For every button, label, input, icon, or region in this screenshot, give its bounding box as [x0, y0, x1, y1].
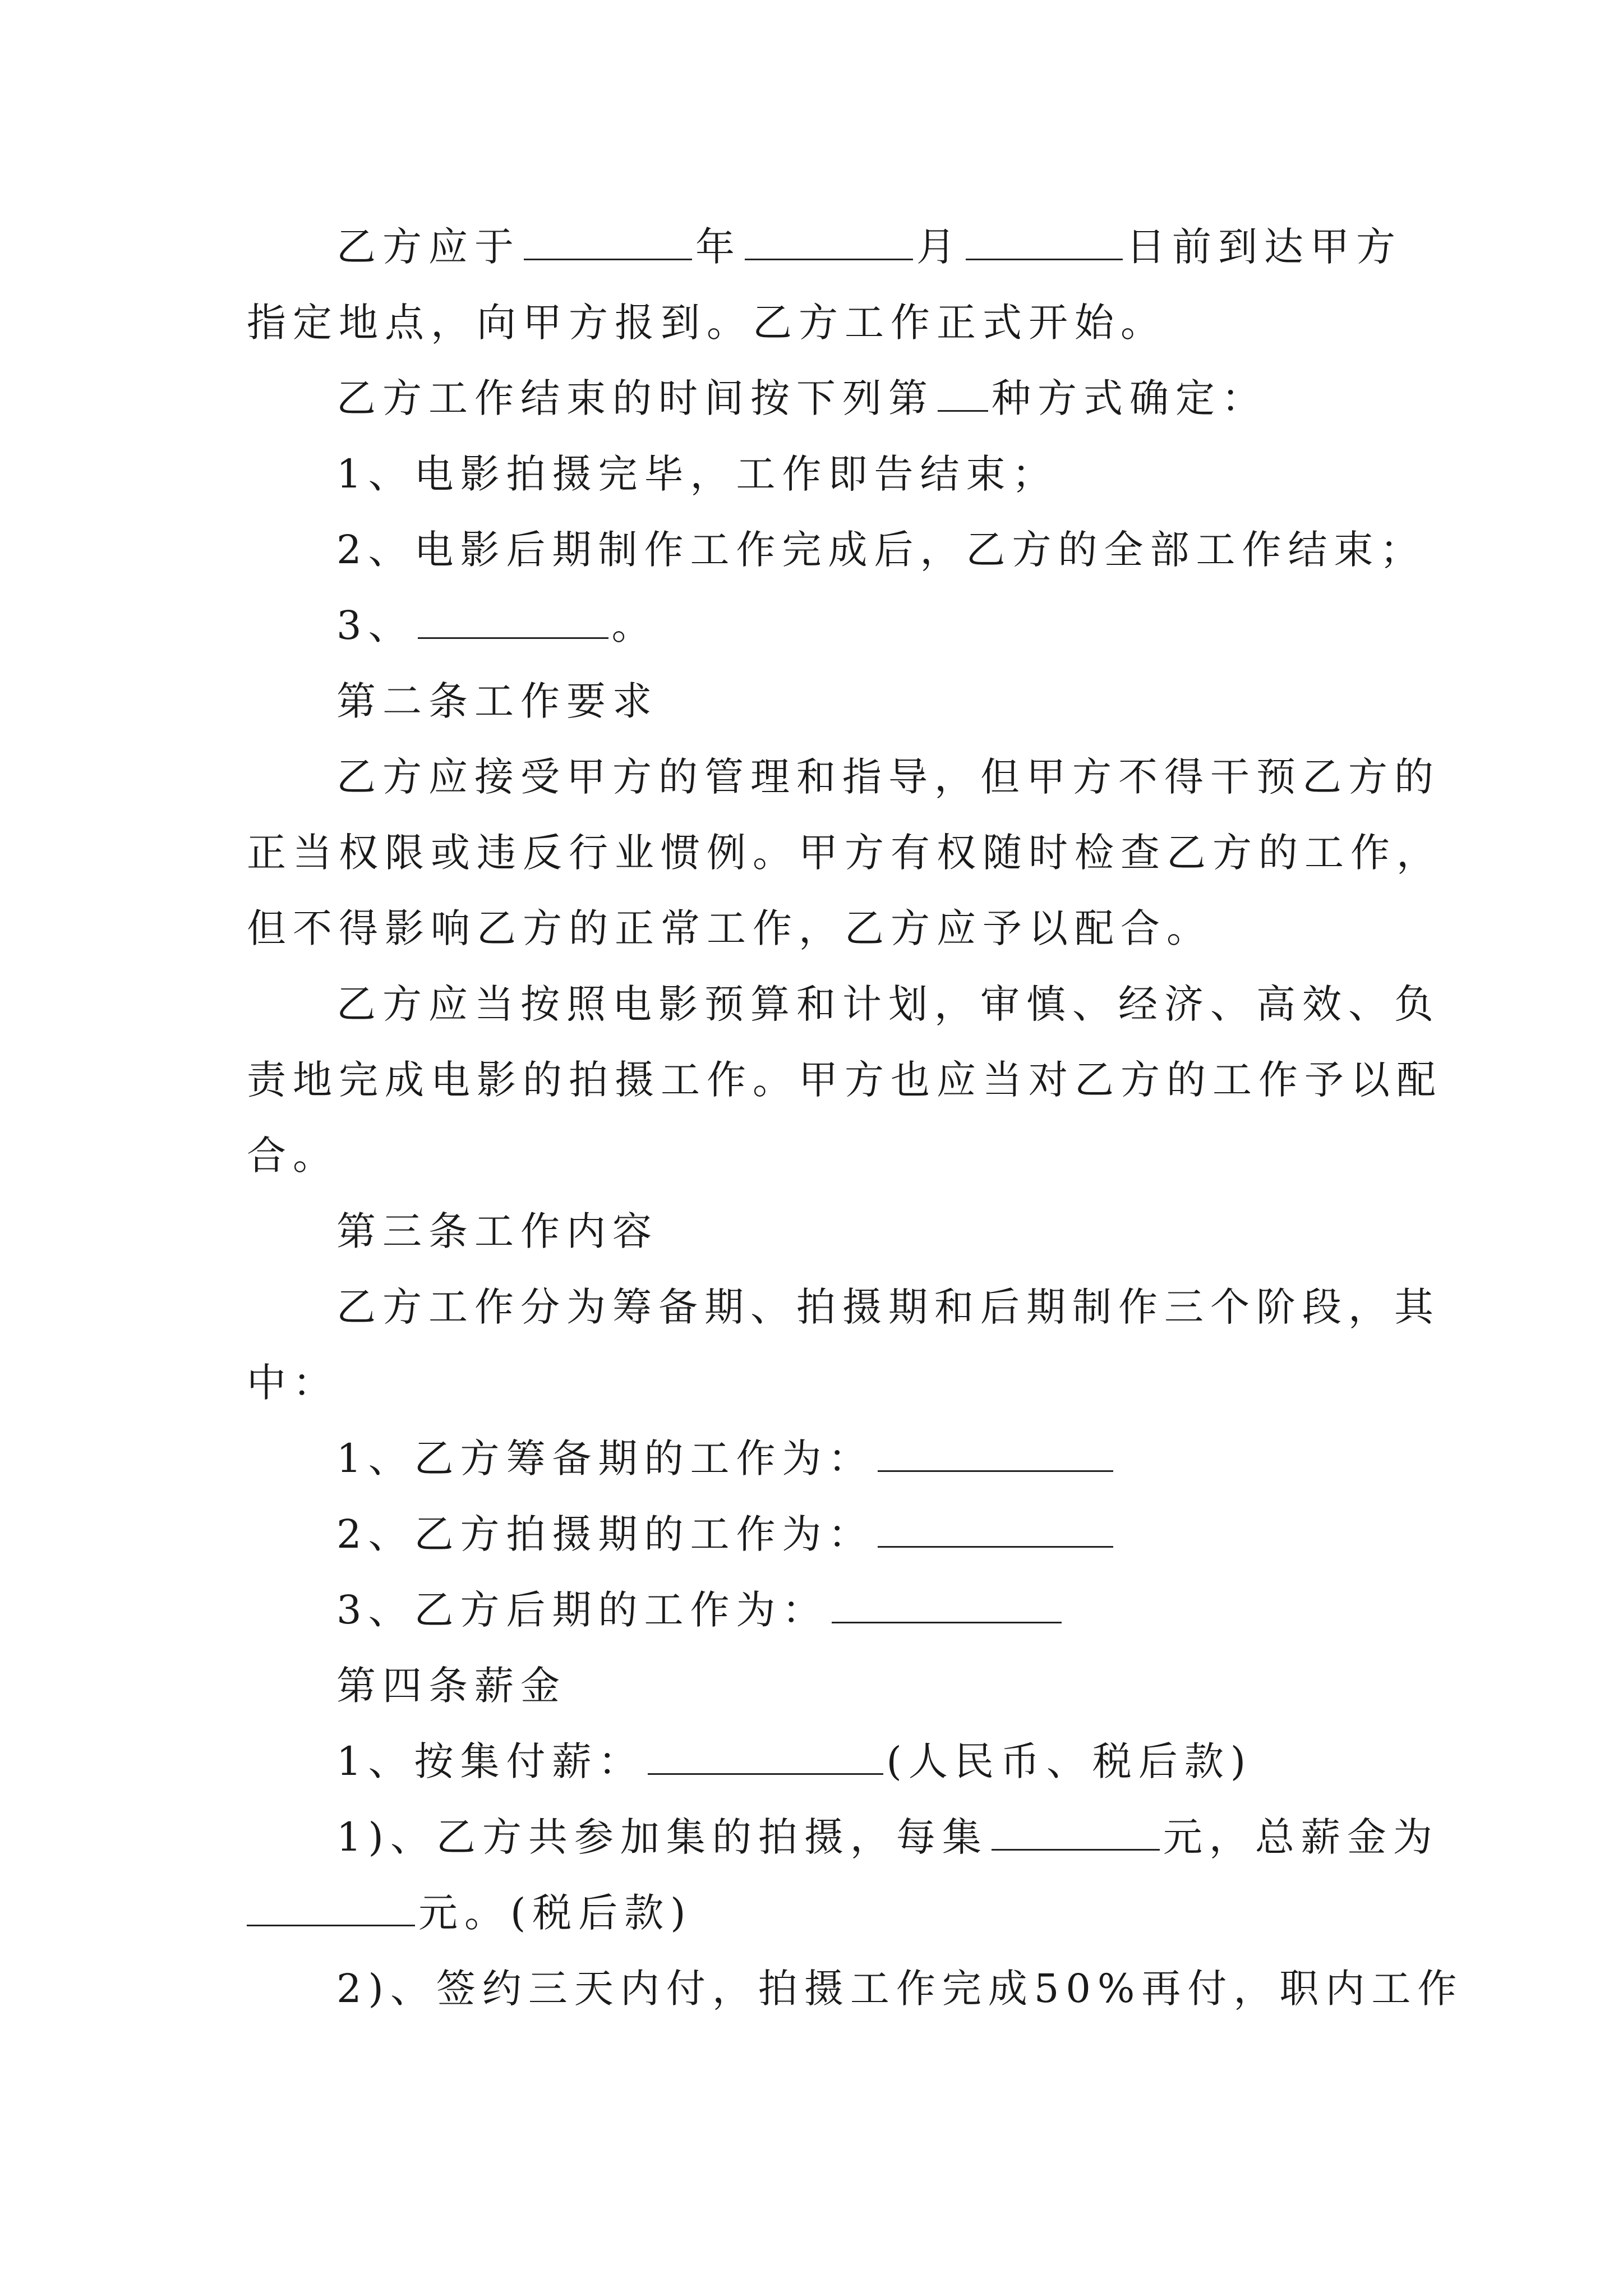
- blank-field: [832, 1589, 1062, 1623]
- blank-field: [524, 226, 692, 260]
- text-line: 中：: [247, 1360, 339, 1406]
- text-segment: (人民币、税后款): [886, 1738, 1253, 1784]
- blank-field: [878, 1513, 1113, 1548]
- text-line: [336, 1585, 1065, 1635]
- text-segment: 种方式确定：: [992, 375, 1267, 421]
- section-heading: 第四条薪金: [336, 1663, 566, 1709]
- text-segment: 2、乙方拍摄期的工作为：: [336, 1511, 874, 1557]
- text-segment: 元。(税后款): [418, 1890, 693, 1936]
- text-segment: 年: [695, 224, 741, 270]
- text-line: [336, 373, 1267, 424]
- text-segment: 1、乙方筹备期的工作为：: [336, 1435, 874, 1481]
- text-line: [336, 600, 658, 651]
- text-line: 1、电影拍摄完毕，工作即告结束；: [336, 451, 1058, 497]
- text-line: [336, 1812, 1439, 1862]
- text-line: 乙方工作分为筹备期、拍摄期和后期制作三个阶段，其: [336, 1284, 1440, 1330]
- text-segment: 元，总薪金为: [1163, 1814, 1439, 1860]
- blank-field: [745, 226, 913, 260]
- text-segment: 3、乙方后期的工作为：: [336, 1587, 828, 1633]
- text-line: 正当权限或违反行业惯例。甲方有权随时检查乙方的工作，: [247, 830, 1442, 876]
- text-segment: 日前到达甲方: [1126, 224, 1402, 270]
- text-line: [336, 222, 1402, 272]
- section-heading: 第三条工作内容: [336, 1208, 658, 1254]
- blank-field: [648, 1741, 883, 1775]
- text-line: 2)、签约三天内付，拍摄工作完成50%再付，职内工作: [336, 1966, 1464, 2012]
- text-segment: 1)、乙方共参加集的拍摄，每集: [336, 1814, 988, 1860]
- blank-field: [247, 1892, 415, 1926]
- text-segment: 月: [916, 224, 962, 270]
- blank-field: [418, 605, 608, 639]
- text-line: [336, 1433, 1117, 1484]
- text-segment: 3、: [336, 602, 414, 648]
- text-line: 2、电影后期制作工作完成后，乙方的全部工作结束；: [336, 527, 1426, 573]
- text-segment: 1、按集付薪：: [336, 1738, 644, 1784]
- text-segment: 。: [611, 602, 658, 648]
- section-heading: 第二条工作要求: [336, 678, 658, 724]
- text-line: 责地完成电影的拍摄工作。甲方也应当对乙方的工作予以配: [247, 1057, 1442, 1103]
- text-line: 但不得影响乙方的正常工作，乙方应予以配合。: [247, 905, 1212, 951]
- blank-field: [966, 226, 1123, 260]
- blank-field: [938, 378, 988, 412]
- text-line: 乙方应当按照电影预算和计划，审慎、经济、高效、负: [336, 981, 1440, 1027]
- text-segment: 乙方应于: [336, 224, 520, 270]
- text-line: [247, 1888, 693, 1938]
- blank-field: [992, 1816, 1160, 1851]
- blank-field: [878, 1438, 1113, 1472]
- text-segment: 乙方工作结束的时间按下列第: [336, 375, 934, 421]
- text-line: 合。: [247, 1133, 339, 1179]
- text-line: [336, 1736, 1252, 1787]
- text-line: 乙方应接受甲方的管理和指导，但甲方不得干预乙方的: [336, 754, 1440, 800]
- text-line: 指定地点，向甲方报到。乙方工作正式开始。: [247, 300, 1166, 346]
- text-line: [336, 1509, 1117, 1559]
